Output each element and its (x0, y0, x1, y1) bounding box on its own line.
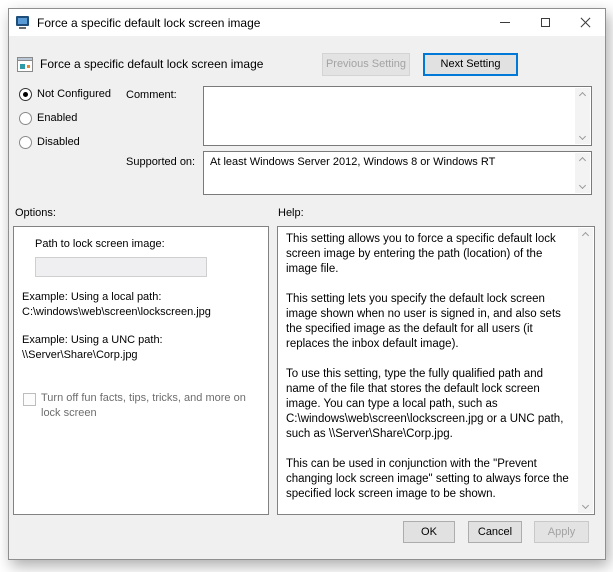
example-local-label: Example: Using a local path: (22, 291, 162, 303)
fun-facts-checkbox[interactable] (23, 393, 36, 406)
titlebar (9, 9, 605, 36)
window-title: Force a specific default lock screen image (37, 15, 261, 30)
window-controls (485, 9, 605, 36)
help-section-label: Help: (278, 207, 304, 219)
example-unc-label: Example: Using a UNC path: (22, 334, 163, 346)
supported-on-label: Supported on: (126, 156, 196, 168)
maximize-button[interactable] (525, 9, 565, 36)
ok-button[interactable]: OK (403, 521, 455, 543)
next-setting-button[interactable]: Next Setting (423, 53, 518, 76)
chevron-down-icon[interactable] (582, 503, 589, 510)
supported-on-value: At least Windows Server 2012, Windows 8 or Windows RT (210, 156, 496, 168)
supported-on-box (203, 151, 592, 195)
policy-setting-dialog (8, 8, 606, 560)
fun-facts-checkbox-label: Turn off fun facts, tips, tricks, and more on lock screen (41, 392, 246, 419)
options-section-label: Options: (15, 207, 56, 219)
maximize-icon (541, 18, 550, 27)
chevron-up-icon[interactable] (582, 231, 589, 238)
chevron-down-icon[interactable] (579, 183, 586, 190)
lock-screen-path-input[interactable] (35, 257, 207, 277)
setting-title: Force a specific default lock screen image (40, 57, 264, 71)
example-local-value: C:\windows\web\screen\lockscreen.jpg (22, 306, 211, 318)
monitor-icon (16, 16, 31, 29)
minimize-icon (500, 22, 510, 23)
help-paragraph: This can be used in conjunction with the "Prevent changing lock screen image" setting to always force the specified lock screen image to be shown. (286, 458, 569, 500)
radio-disabled[interactable] (19, 135, 111, 149)
radio-label: Enabled (37, 112, 78, 124)
chevron-down-icon[interactable] (579, 134, 586, 141)
options-panel (13, 226, 269, 515)
help-panel (277, 226, 595, 515)
help-paragraph: To use this setting, type the fully qualified path and name of the file that stores the default lock screen image. You can type a local path, such as C:\windows\web\screen\lockscreen.jpg or a UNC path, such as \\Server\Share\Corp.jpg. (286, 368, 564, 440)
chevron-up-icon[interactable] (579, 91, 586, 98)
radio-not-configured[interactable] (19, 87, 111, 101)
help-scrollbar[interactable] (578, 228, 593, 513)
setting-header (9, 43, 605, 85)
supported-scrollbar[interactable] (575, 153, 590, 193)
close-icon (580, 17, 591, 28)
radio-label: Disabled (37, 136, 80, 148)
radio-enabled[interactable] (19, 111, 111, 125)
example-unc-value: \\Server\Share\Corp.jpg (22, 349, 138, 361)
example-local-path (22, 290, 260, 320)
fun-facts-checkbox-row[interactable] (23, 391, 260, 421)
path-field-label: Path to lock screen image: (35, 238, 165, 250)
configuration-radio-group (19, 87, 111, 159)
close-button[interactable] (565, 9, 605, 36)
minimize-button[interactable] (485, 9, 525, 36)
radio-circle-selected (19, 88, 32, 101)
chevron-up-icon[interactable] (579, 156, 586, 163)
cancel-button[interactable]: Cancel (468, 521, 522, 543)
radio-circle (19, 136, 32, 149)
comment-textarea[interactable] (203, 86, 592, 146)
comment-label: Comment: (126, 89, 177, 101)
radio-label: Not Configured (37, 88, 111, 100)
apply-button[interactable]: Apply (534, 521, 589, 543)
previous-setting-button[interactable]: Previous Setting (322, 53, 410, 76)
help-paragraph: This setting allows you to force a specific default lock screen image by entering the path (location) of the image file. (286, 233, 556, 275)
help-paragraph: This setting lets you specify the default lock screen image shown when no user is signed in, and also sets the specified image as the default for all users (it replaces the inbox default image). (286, 293, 561, 350)
example-unc-path (22, 333, 260, 363)
radio-circle (19, 112, 32, 125)
policy-setting-icon (17, 57, 33, 72)
comment-scrollbar[interactable] (575, 88, 590, 144)
